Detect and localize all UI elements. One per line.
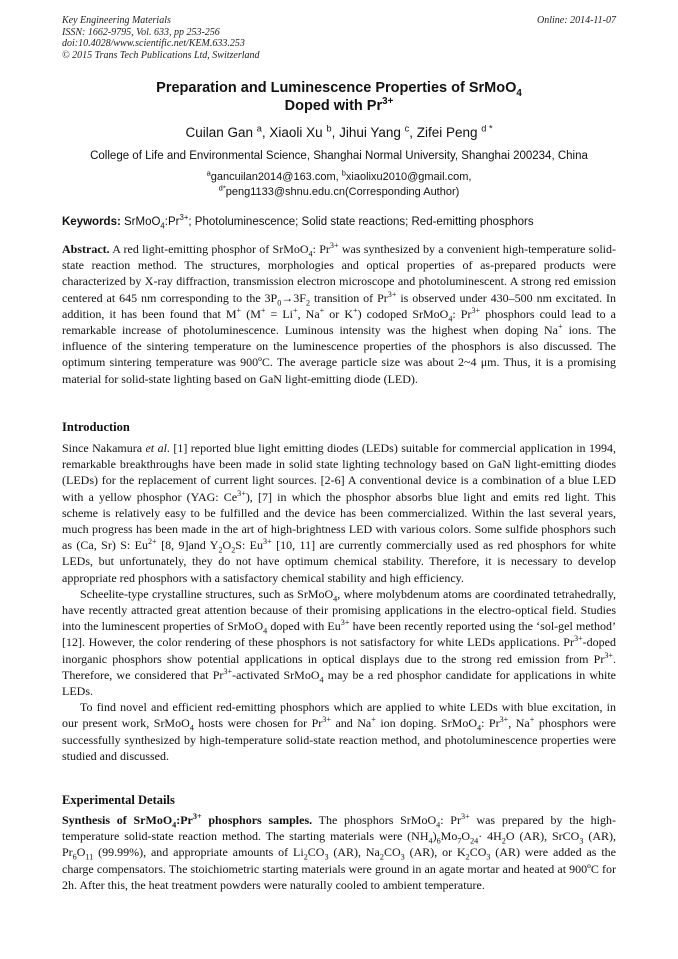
author-emails: $^a$gancuilan2014@163.com, $^b$xiaolixu2010@gmail.com, $^{d*}$peng1133@shnu.edu.cn(Corresponding Author) xyxy=(206,168,472,198)
email-link[interactable]: peng1133@shnu.edu.cn(Corresponding Author) xyxy=(225,185,460,198)
copyright-line: © 2015 Trans Tech Publications Ltd, Switzerland xyxy=(62,49,260,61)
introduction-heading: Introduction xyxy=(62,420,130,434)
paragraph: Since Nakamura et al. [1] reported blue light emitting diodes (LEDs) suitable for commercial application in 1994, remarkable breakthroughs have been made in solid state lighting technology based on GaN light-emitting diodes (LEDs) for the replacement of current light sources. [2-6] A conventional device is a combination of a blue LED with a yellow phosphor (YAG: $Ce^{3+}$), [7] in which the phosphor absorbs blue light and emits red light. This scheme is relatively easy to be fulfilled and the device has been commercialized. Within the last several years, much progress has been made in the art of high-brightness LED with various colors. Some sulfide phosphors such as (Ca, Sr) S: $Eu^{2+}$ [8, 9]and $Y_2O_2S$: $Eu^{3+}$ [10, 11] are currently commercially used as red phosphors for white LEDs, but unfortunately, they do not have optimum chemical stability. Therefore, it is necessary to develop appropriate red phosphors with a satisfactory chemical stability and high efficiency. xyxy=(62,441,616,585)
paper-title: Preparation and Luminescence Properties of SrMoO$_4$ Doped with $Pr^{3+}$ xyxy=(156,80,522,114)
abstract: Abstract. A red light-emitting phosphor of SrMoO$_4$: $Pr^{3+}$ was synthesized by a convenient high-temperature solid-state reaction method. The structures, morphologies and optical properties of as-prepared products were characterized by X-ray diffraction, transmission electron microscope and photoluminescent. A strong red emission centered at 645 nm corresponding to the $3P_0\to 3F_2$ transition of $Pr^{3+}$ is observed under 430–500 nm excitated. In addition, it has been found that M+ (M+ = Li+, Na+ or K+) codoped SrMoO$_4$: $Pr^{3+}$ phosphors could lead to a remarkable increase of photoluminescence. Luminous intensity was the highest when doping Na+ ions. The influence of the sintering temperature on the luminescence properties of the phosphors is also discussed. The optimum sintering temperature was 900ºC. The average particle size was about 2~4 μm. Thus, it is a promising material for solid-state lighting based on GaN light-emitting diode (LED). xyxy=(62,241,616,386)
author-list: Cuilan Gan $^a$, Xiaoli Xu $^b$, Jihui Yang $^c$, Zifei Peng $^{d *}$ xyxy=(185,123,493,140)
subsection-label: Synthesis of $SrMoO_4:Pr^{3+}$ phosphors samples. xyxy=(62,812,313,830)
journal-name: Key Engineering Materials xyxy=(62,15,171,26)
introduction-body xyxy=(62,440,616,764)
affiliation: College of Life and Environmental Science, Shanghai Normal University, Shanghai 200234, China xyxy=(90,150,588,162)
online-date: Online: 2014-11-07 xyxy=(537,15,616,26)
paragraph: Synthesis of $SrMoO_4:Pr^{3+}$ phosphors samples. The phosphors SrMoO$_4$: $Pr^{3+}$ was prepared by the high-temperature solid-state reaction method. The starting materials were $(NH_4)_6Mo_7O_{24}\cdot 4H_2O$ (AR), SrCO$_3$ (AR), $Pr_6O_{11}$ (99.99%), and appropriate amounts of $Li_2CO_3$ (AR), $Na_2CO_3$ (AR), or $K_2CO_3$ (AR) were added as the charge compensators. The stoichiometric starting materials were ground in an agate mortar and heated at 900ºC for 2h. After this, the heat treatment powders were naturally cooled to ambient temperature. xyxy=(62,812,616,892)
paragraph: To find novel and efficient red-emitting phosphors which are applied to white LEDs with blue excitation, in our present work, SrMoO$_4$ hosts were chosen for $Pr^{3+}$ and Na+ ion doping. SrMoO$_4$: $Pr^{3+}$, Na+ phosphors were successfully synthesized by high-temperature solid-state reaction method, and photoluminescence properties were studied and discussed. xyxy=(62,700,616,763)
journal-header xyxy=(62,15,616,61)
paragraph: Scheelite-type crystalline structures, such as SrMoO$_4$, where molybdenum atoms are coordinated tetrahedrally, have recently attracted great attention because of their promising applications in the electro-optical field. Studies into the luminescent properties of SrMoO$_4$ doped with $Eu^{3+}$ have been recently reported using the ‘sol-gel method’ [12]. However, the color rendering of these phosphors is not satisfactory for white LEDs applications. $Pr^{3+}$-doped inorganic phosphors show potential applications in optical displays due to the strong red emission from $Pr^{3+}$. Therefore, we considered that $Pr^{3+}$-activated SrMoO$_4$ may be a red phosphor candidate for applications in white LEDs. xyxy=(62,586,617,699)
email-link[interactable]: gancuilan2014@163.com, xyxy=(210,171,342,183)
experimental-heading: Experimental Details xyxy=(62,793,175,807)
keywords: Keywords: $SrMoO_4:Pr^{3+}$; Photoluminescence; Solid state reactions; Red-emitting phosphors xyxy=(62,213,534,231)
doi-line: doi:10.4028/www.scientific.net/KEM.633.253 xyxy=(62,38,245,49)
email-link[interactable]: xiaolixu2010@gmail.com, xyxy=(345,171,472,183)
experimental-body xyxy=(62,812,616,893)
issn-line: ISSN: 1662-9795, Vol. 633, pp 253-256 xyxy=(62,26,220,38)
